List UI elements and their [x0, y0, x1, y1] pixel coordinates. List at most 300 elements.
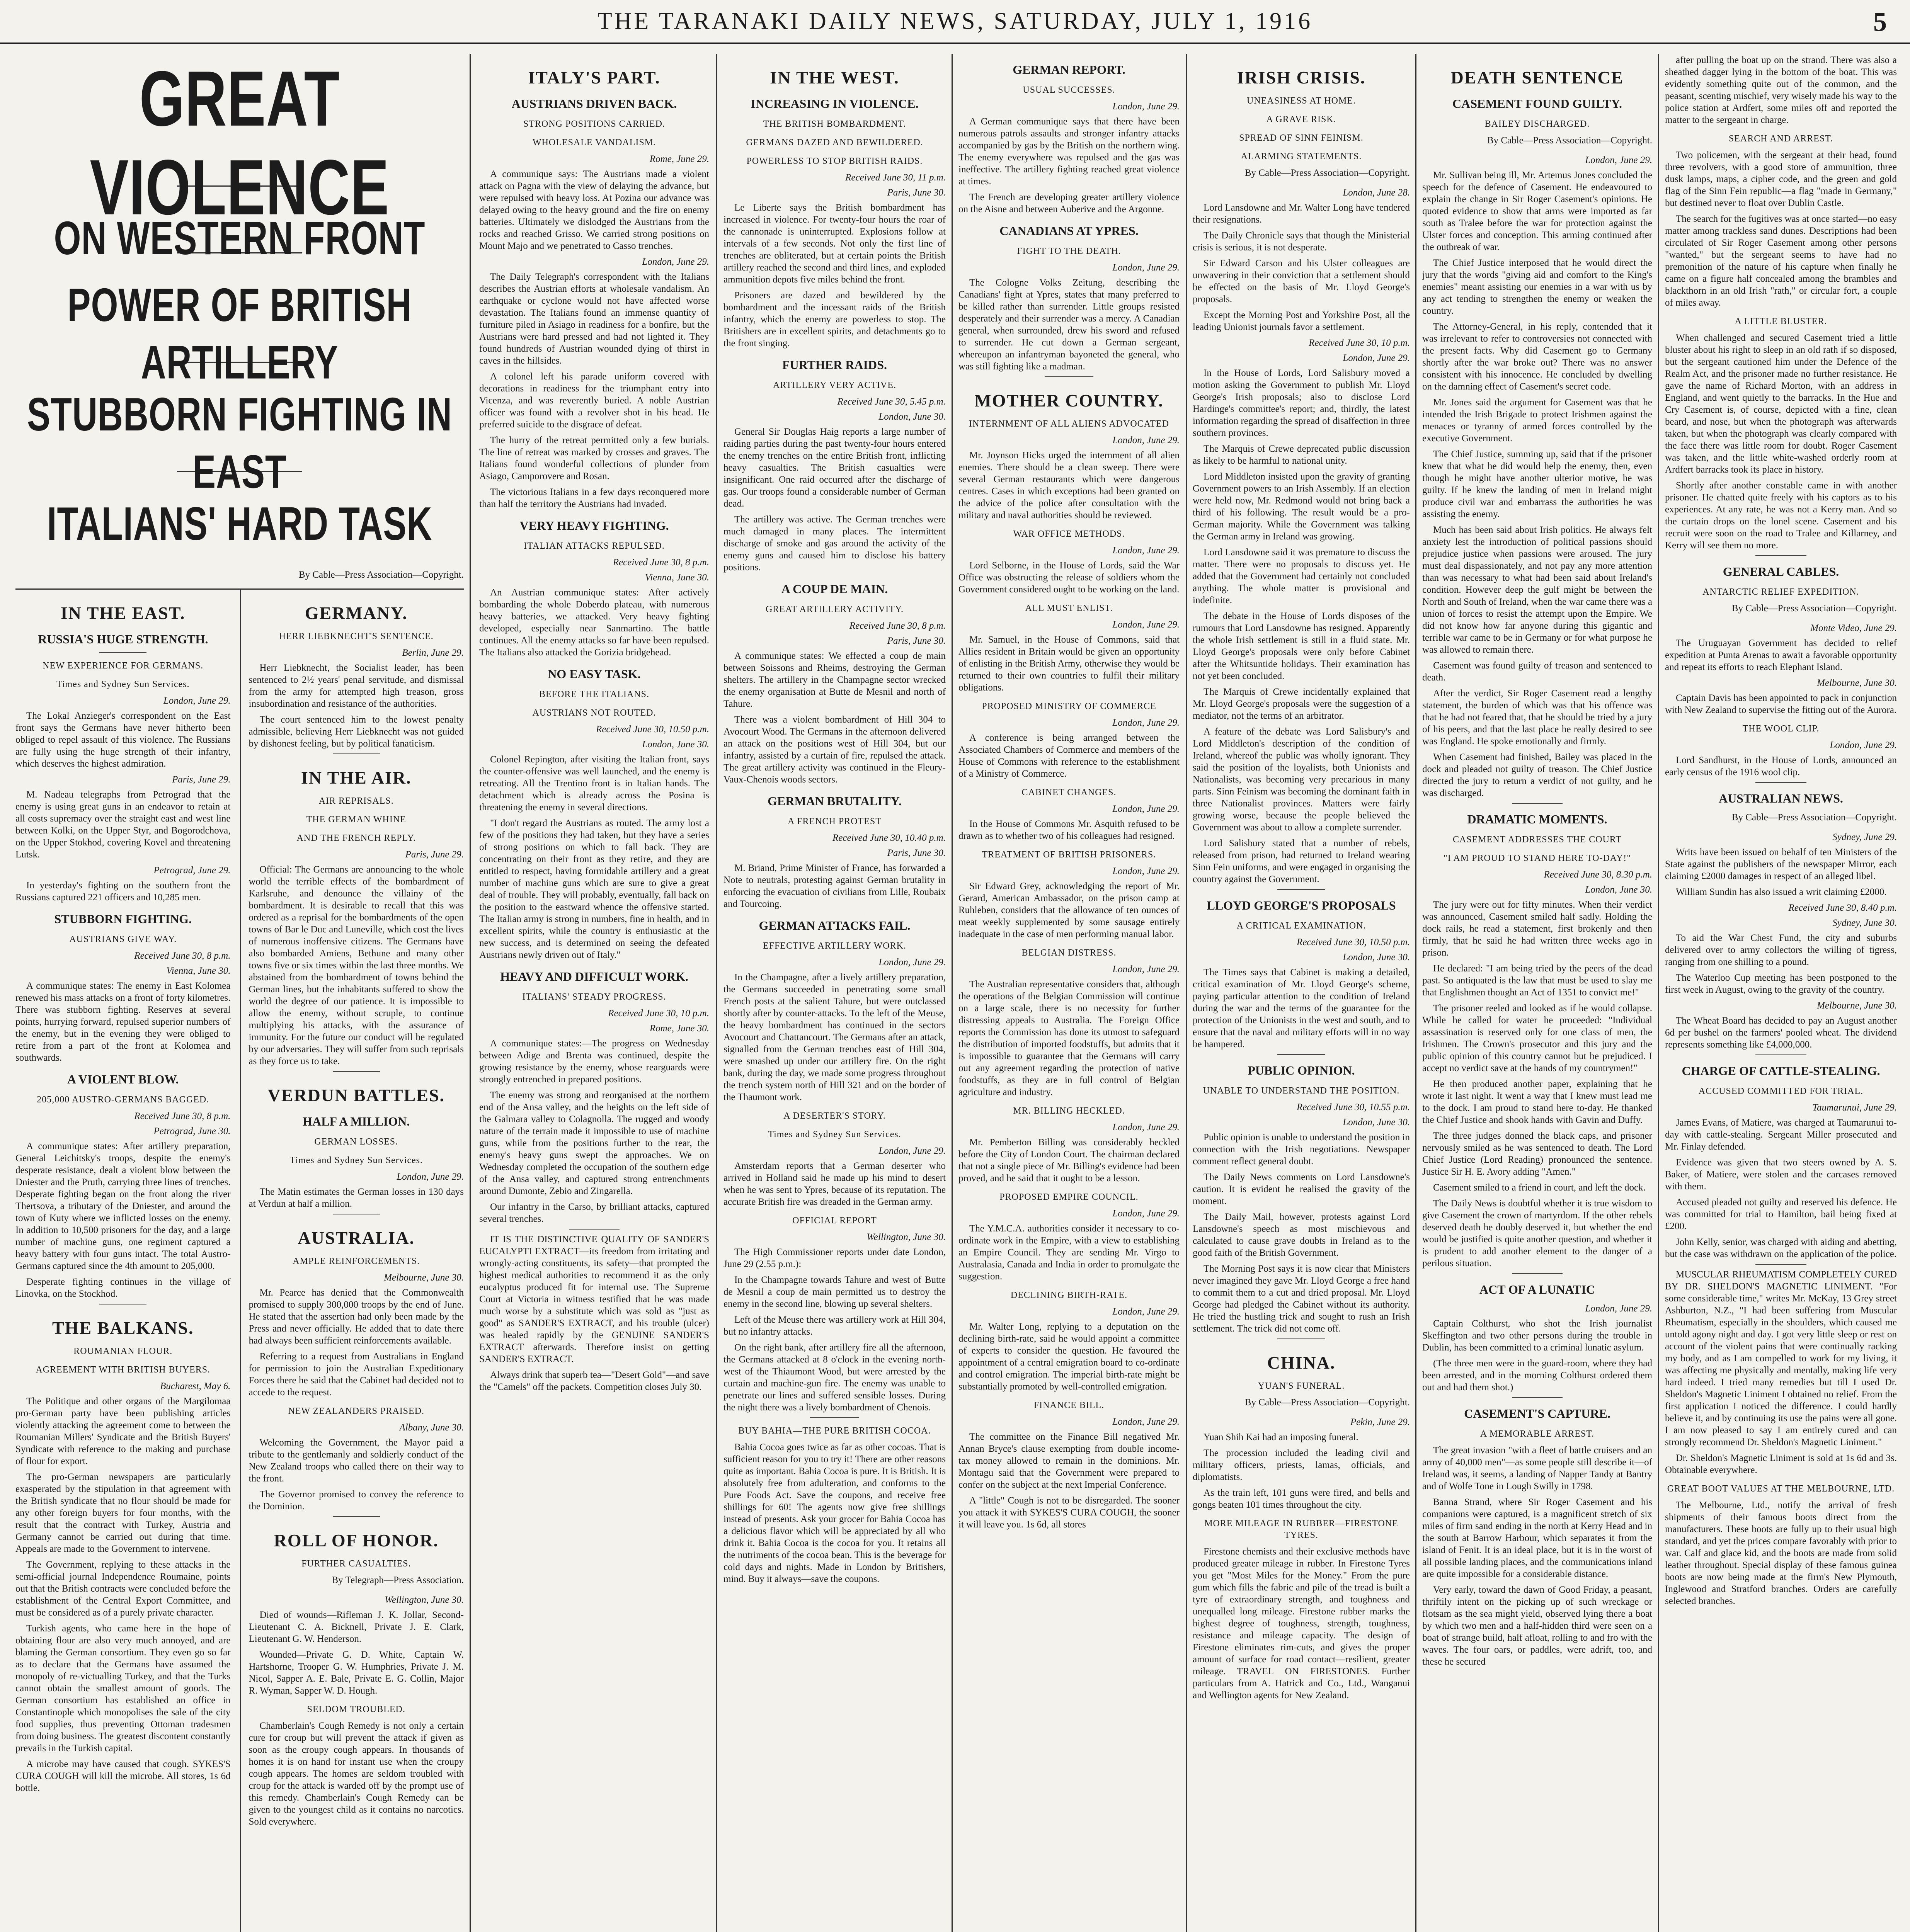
paragraph: Lord Middleton insisted upon the gravity of granting Government powers to an Irish Assembly. If an election were held now, Mr. Redmond would not bring back a third of his following. The result would be a pro-German majority. While the Government was talking the German army in Ireland was growing.: [1193, 471, 1410, 542]
paragraph: Colonel Repington, after visiting the Italian front, says the counter-offensive was well launched, and the enemy is retreating. All the Trentino front is in Italian hands. The detachment which is already across the Posina is threatening the enemy in several directions.: [479, 754, 709, 813]
paragraph: A communique states: After artillery preparation, General Leichitsky's troops, despite the enemy's desperate resistance, dealt a violent blow between the Dniester and the Pruth, carrying three lines of trenches. Desperate fighting began on the front along the river Thertsova, a tributary of the Dniester, and around the town of Kuty where we inflicted losses on the enemy. In addition to 10,500 prisoners for the day, and a large number of machine guns, one regiment captured a heavy battery with four guns intact. The total Austro-Germans captured since the 4th amount to 205,000.: [15, 1141, 231, 1271]
headline-great-violence: GREAT VIOLENCE: [90, 54, 390, 231]
subheading: A DESERTER'S STORY.: [783, 1111, 886, 1121]
paragraph: Except the Morning Post and Yorkshire Post, all the leading Unionist journals favor a settlement.: [1193, 310, 1410, 332]
paragraph: The French are developing greater artillery violence on the Aisne and between Auberive and the Argonne.: [958, 192, 1180, 214]
paragraph: Amsterdam reports that a German deserter who arrived in Holland said he made up his mind to desert when he was sent to Ypres, because of its reputation. The accurate British fire was dreaded in the German army.: [723, 1161, 946, 1207]
paragraph: The Lokal Anzieger's correspondent on the East front says the Germans have never hitherto been obliged to repel assault of this violence. The Russians are fully using the huge strength of their infantry, which deserves the highest admiration.: [15, 711, 231, 769]
paragraph: The Daily Telegraph's correspondent with the Italians describes the Austrian efforts at wholesale vandalism. An earthquake or cyclone would not have affected worse devastation. The Italians found an immense quantity of furniture piled in Asiago in readiness for a bonfire, but the Austrians were hard pressed and had not lighted it. They found hundreds of Austrian wounded dying of thirst in caves in the hillsides.: [479, 272, 709, 366]
dateline: London, June 29.: [1343, 353, 1410, 363]
paragraph: The procession included the leading civil and military officers, priests, lamas, officials, and diplomatists.: [1193, 1448, 1410, 1482]
paragraph: Very early, toward the dawn of Good Friday, a peasant, thriftily intent on the picking up of such wreckage or flotsam as the sea might yield, observed lying there a boat by which two men and a half-hidden third were seen on a boat of strange build, half afloat, rolling to and fro with the waves. The four oars, or paddles, were adrift, too, and these he secured: [1422, 1585, 1652, 1667]
byline: By Cable—Press Association—Copyright.: [298, 570, 464, 580]
paragraph: Mr. Joynson Hicks urged the internment of all alien enemies. There should be a clean sweep. There were several German restaurants which were dangerous centres. Cases in which exceptions had been granted on the advice of the police after consultation with the military and naval authorities should be reviewed.: [958, 450, 1180, 520]
paragraph: The victorious Italians in a few days reconquered more than half the territory the Austrians had invaded.: [479, 487, 709, 509]
dateline: Rome, June 29.: [649, 154, 709, 164]
subheading: SELDOM TROUBLED.: [307, 1704, 405, 1714]
paragraph: The Chief Justice, summing up, said that if the prisoner knew that what he did would help the enemy, then, even though he might have another ulterior motive, he was guilty. If he knew the landing of men in Ireland might produce civil war and embarrass the authorities he was assisting the enemy.: [1422, 449, 1652, 519]
divider: [1512, 1397, 1563, 1398]
paragraph: The enemy was strong and reorganised at the northern end of the Ansa valley, and the heights on the left side of the Galmara valley to Colagnolla. The rugged and woody nature of the terrain made it impossible to use of machine guns, while from the positions further to the rear, the enemy's heavy guns swept the approaches. We on Wednesday completed the occupation of the southern edge of the Ansa valley, and captured strong entrenchments around Dumonte, Zebio and Zingarella.: [479, 1090, 709, 1196]
column-west: [723, 54, 946, 1932]
subheading: A CRITICAL EXAMINATION.: [1236, 921, 1366, 931]
paragraph: There was a violent bombardment of Hill 304 to Avocourt Wood. The Germans in the afternoon delivered an attack on the positions west of Hill 304, but our infantry, assisted by a curtain of fire, repulsed the attack. The great artillery activity was continued in the Fleury-Vaux-Chenois woods sectors.: [723, 714, 946, 785]
paragraph: The jury were out for fifty minutes. When their verdict was announced, Casement smiled half sadly. Holding the dock rails, he read a statement, first brokenly and then firmly, that he said he had written three weeks ago in prison.: [1422, 900, 1652, 958]
received-line: Received June 30, 8 p.m.: [134, 951, 231, 961]
paragraph: The great invasion "with a fleet of battle cruisers and an army of 40,000 men"—as some people still describe it—of Ireland was, it seems, a landing of Napper Tandy at Bantry and of Wolfe Tone in Lough Swilly in 1798.: [1422, 1445, 1652, 1492]
newspaper-title: THE TARANAKI DAILY NEWS, SATURDAY, JULY 1, 1916: [597, 8, 1313, 34]
divider: [1512, 1273, 1563, 1274]
paragraph: after pulling the boat up on the strand. There was also a sheathed dagger lying in the bottom of the boat. This was evidently something quite out of the common, and the peasant, scenting mischief, very wisely made his way to the police station at Ardfert, some miles off and reported the matter to the sergeant in charge.: [1665, 55, 1897, 125]
dateline: London, June 29.: [878, 957, 946, 968]
column-irish-crisis: [1193, 54, 1410, 1932]
dateline: Vienna, June 30.: [166, 966, 231, 976]
divider: [333, 1516, 380, 1517]
section-heading: IRISH CRISIS.: [1237, 68, 1366, 87]
dateline: London, June 29.: [878, 1146, 946, 1156]
dateline: London, June 29.: [1112, 804, 1180, 814]
paragraph: The Waterloo Cup meeting has been postponed to the first week in August, owing to the gravity of the country.: [1665, 973, 1897, 995]
subheading: "I AM PROUD TO STAND HERE TO-DAY!": [1443, 853, 1631, 863]
subheading: OFFICIAL REPORT: [792, 1216, 877, 1226]
section-heading: CANADIANS AT YPRES.: [999, 224, 1139, 238]
paragraph: The High Commissioner reports under date London, June 29 (2.55 p.m.):: [723, 1247, 946, 1269]
subheading: FURTHER CASUALTIES.: [301, 1559, 411, 1569]
byline: By Cable—Press Association—Copyright.: [1244, 168, 1410, 178]
subheading: FINANCE BILL.: [1033, 1400, 1105, 1410]
divider: [333, 753, 380, 754]
subheading: STRONG POSITIONS CARRIED.: [523, 119, 666, 129]
subheading: 205,000 AUSTRO-GERMANS BAGGED.: [37, 1095, 209, 1105]
section-heading: GENERAL CABLES.: [1723, 565, 1839, 578]
section-heading: DEATH SENTENCE: [1450, 68, 1624, 87]
section-heading: GERMANY.: [305, 603, 408, 623]
section-heading: ROLL OF HONOR.: [274, 1531, 439, 1550]
headline-italians-task: ITALIANS' HARD TASK: [47, 498, 432, 550]
dateline: Paris, June 30.: [887, 636, 946, 646]
paragraph: Banna Strand, where Sir Roger Casement and his companions were captured, is a magnificent stretch of six miles of firm sand ending in the north at Kerry Head and in the south at Barrow Harbour, which separates it from the island of Fenit. It is an ideal place, but it is in the worst of all possible landing places, and the communications inland are quite impossible for a considerable distance.: [1422, 1497, 1652, 1579]
byline: By Cable—Press Association—Copyright.: [1487, 135, 1652, 146]
dateline: Taumarunui, June 29.: [1812, 1102, 1897, 1113]
advertisement: Firestone chemists and their exclusive methods have produced greater mileage in rubber. In Firestone Tyres you get "Most Miles for the Money." From the pure gum which fills the fabric and pile of the tread is built a tyre of extraordinary strength, and toughness and unequalled long mileage. Firestone rubber marks the highest degree of toughness, strength, toughness, resistance and mileage capacity. The design of Firestone eliminates rim-cuts, and gives the proper amount of surface for road contact—resilient, greater mileage. TRAVEL ON FIRESTONES. Further particulars from A. Hatrick and Co., Ltd., Wanganui and Wellington agents for New Zealand.: [1193, 1546, 1410, 1701]
dateline: Bucharest, May 6.: [160, 1381, 231, 1391]
subheading: EFFECTIVE ARTILLERY WORK.: [763, 941, 906, 951]
subheading: ALARMING STATEMENTS.: [1241, 151, 1362, 162]
paragraph: In the Champagne, after a lively artillery preparation, the Germans succeeded in penetrating some small French posts at the salient Tahure, but were outclassed shortly after by counter-attacks. To the left of the Meuse, the heavy bombardment has continued in the sectors Avocourt and Chattancourt. The Germans after an attack, signalled from the German trenches east of Hill 304, were smashed up under our artillery fire. On the right bank, during the day, we made some progress throughout the trench system north of Hill 321 and on the border of the Thaumont work.: [723, 972, 946, 1102]
section-heading: CASEMENT'S CAPTURE.: [1464, 1406, 1610, 1420]
paragraph: The Wheat Board has decided to pay an August another 6d per bushel on the farmers' pooled wheat. The dividend represents something like £4,000,000.: [1665, 1015, 1897, 1050]
dateline: Paris, June 30.: [887, 848, 946, 858]
section-heading: IN THE EAST.: [60, 603, 186, 623]
paragraph: The Daily News comments on Lord Lansdowne's caution. It is evident he realised the gravity of the moment.: [1193, 1172, 1410, 1206]
paragraph: A communique states: We effected a coup de main between Soissons and Rheims, destroying the German shelters. The artillery in the Champagne sector wrecked the enemy organisation at Butte de Mesnil and north of Tahure.: [723, 651, 946, 709]
paragraph: The committee on the Finance Bill negatived Mr. Annan Bryce's clause exempting from double income-tax money allowed to remain in the dominions. Mr. Montagu said that the Government were prepared to confer on the subject at the next Imperial Conference.: [958, 1432, 1180, 1490]
paragraph: Mr. Pearce has denied that the Commonwealth promised to supply 300,000 troops by the end of June. He stated that the assertion had only been made by the Press and never officially. He added that to date there had always been sufficient reinforcements available.: [249, 1287, 464, 1346]
germany-column: [240, 590, 464, 1932]
subheading: SPREAD OF SINN FEINISM.: [1239, 133, 1364, 143]
subheading: ALL MUST ENLIST.: [1025, 603, 1113, 613]
subheading: CABINET CHANGES.: [1021, 787, 1117, 798]
subheading: ROUMANIAN FLOUR.: [73, 1346, 173, 1356]
paragraph: Died of wounds—Rifleman J. K. Jollar, Second-Lieutenant C. A. Bicknell, Private J. E. Clark, Lieutenant G. W. Henderson.: [249, 1610, 464, 1644]
dateline: London, June 29.: [1112, 619, 1180, 630]
dateline: London, June 29.: [1112, 545, 1180, 556]
advertisement-title: BUY BAHIA—THE PURE BRITISH COCOA.: [738, 1426, 931, 1436]
dateline: London, June 28.: [1343, 187, 1410, 198]
column-italy: [479, 54, 709, 1932]
advertisement: The Melbourne, Ltd., notify the arrival of fresh shipments of their famous boots direct from the manufacturers. These boots are fully up to their usual high standard, and yet the prices compare favorably with prior to war. Calf and glace kid, and the boots are made from solid leather throughout. Special display of these famous guinea boots are now being made at the firm's New Plymouth, Inglewood and Stratford branches. Orders are carefully selected branches.: [1665, 1500, 1897, 1606]
dateline: Petrograd, June 30.: [153, 1126, 231, 1136]
paragraph: An Austrian communique states: After actively bombarding the whole Doberdo plateau, with numerous heavy batteries, we attacked. Very heavy fighting developed, especially near Sanmartino. The battle continues. All the enemy attacks so far have been repulsed. The Italians also attacked the Gorizia bridgehead.: [479, 587, 709, 658]
dateline: London, June 29.: [1112, 101, 1180, 112]
divider: [333, 1071, 380, 1072]
paragraph: The Morning Post says it is now clear that Ministers never imagined they gave Mr. Lloyd George a free hand to commit them to a cut and dried proposal. Mr. Lloyd George had pledged the Cabinet without its authority. He tried the hustling trick and sought to rush an Irish settlement. The trick did not come off.: [1193, 1264, 1410, 1334]
paragraph: The Marquis of Crewe incidentally explained that Mr. Lloyd George's proposals were the suggestion of a mediator, not the terms of an arbitrator.: [1193, 687, 1410, 721]
dateline: London, June 29.: [163, 696, 231, 706]
paragraph: The search for the fugitives was at once started—no easy matter among trackless sand dunes. Descriptions had been circulated of Sir Roger Casement among other persons "wanted," but the sergeant seems to have had no premonition of the nature of his capture when finally he came on a figure half concealed among the brambles and blackthorn in an old Irish "rath," or circular fort, a couple of miles away.: [1665, 214, 1897, 308]
advertisement: Always drink that superb tea—"Desert Gold"—and save the "Camels" off the packets. Competition closes July 30.: [479, 1370, 709, 1392]
received-line: Received June 30, 8.30 p.m.: [1544, 869, 1652, 880]
subheading: NEW ZEALANDERS PRAISED.: [288, 1406, 425, 1416]
paragraph: When Casement had finished, Bailey was placed in the dock and pleaded not guilty of treason. The Chief Justice directed the jury to return a verdict of not guilty, and he was discharged.: [1422, 752, 1652, 798]
subheading: GERMAN ATTACKS FAIL.: [759, 918, 911, 932]
headline-stubborn-fighting: STUBBORN FIGHTING IN EAST: [27, 388, 452, 498]
column-general-cables: [1665, 54, 1897, 1932]
subheading: GERMANS DAZED AND BEWILDERED.: [746, 138, 923, 148]
section-heading: AUSTRALIA.: [298, 1228, 415, 1248]
dateline: London, June 29.: [1112, 964, 1180, 975]
paragraph: On the right bank, after artillery fire all the afternoon, the Germans attacked at 8 o'clock in the evening north-west of the Thiaumont Wood, but were arrested by the curtain and machine-gun fire. The enemy was unable to penetrate our lines and suffered sensible losses. During the night there was a lively bombardment of Chenois.: [723, 1342, 946, 1413]
section-heading: DRAMATIC MOMENTS.: [1467, 812, 1607, 826]
dateline: Sydney, June 30.: [1832, 918, 1897, 928]
advertisement-title: MORE MILEAGE IN RUBBER—FIRESTONE TYRES.: [1204, 1519, 1398, 1540]
paragraph: The Australian representative considers that, although the operations of the Belgian Commission will continue on a large scale, there is no necessity for further distressing appeals to Australia. The Foreign Office reports the Commission has done its utmost to safeguard the distribution of imported foodstuffs, but admits that it is impossible to guarantee that the Germans will carry out any agreement regarding the protection of native foodstuffs, as they are in full control of Belgian agriculture and industry.: [958, 979, 1180, 1097]
divider: [99, 652, 146, 653]
divider: [810, 1417, 859, 1418]
paragraph: The Daily Mail, however, protests against Lord Lansdowne's speech as most mischievous and calculated to cause grave doubts in Ireland as to the good faith of the British Government.: [1193, 1212, 1410, 1258]
paragraph: Lord Selborne, in the House of Lords, said the War Office was obstructing the release of soldiers whom the Government considered ought to be working on the land.: [958, 560, 1180, 595]
subheading: AUSTRIANS NOT ROUTED.: [532, 708, 656, 718]
paragraph: Lord Lansdowne said it was premature to discuss the matter. There were no proposals to discuss yet. He added that the Government had certainly not concluded anything. The whole matter is provisional and indefinite.: [1193, 547, 1410, 605]
subheading: CASEMENT ADDRESSES THE COURT: [1452, 835, 1622, 845]
paragraph: General Sir Douglas Haig reports a large number of raiding parties during the past twenty-four hours entered the enemy trenches on the entire British front, inflicting heavy casualties. The British casualties were insignificant. One raid occurred after the discharge of gas. Our troops found a considerable number of German dead.: [723, 427, 946, 509]
paragraph: The Times says that Cabinet is making a detailed, critical examination of Mr. Lloyd George's scheme, paying particular attention to the condition of Ireland during the war and the terms of the guarantee for the protection of the Unionists in the west and south, and to ensure that the naval and military efforts will in no way be hampered.: [1193, 967, 1410, 1049]
paragraph: William Sundin has also issued a writ claiming £2000.: [1676, 887, 1887, 897]
dateline: London, June 30.: [878, 412, 946, 422]
dateline: London, June 29.: [1830, 740, 1897, 750]
subheading: GERMAN LOSSES.: [314, 1137, 398, 1147]
subheading: AGREEMENT WITH BRITISH BUYERS.: [36, 1365, 211, 1375]
dateline: London, June 29.: [642, 257, 709, 267]
dateline: Berlin, June 29.: [402, 648, 464, 658]
subheading: UNEASINESS AT HOME.: [1247, 96, 1356, 106]
dateline: London, June 30.: [1343, 1117, 1410, 1128]
subheading: STUBBORN FIGHTING.: [54, 912, 192, 926]
column-lead: [15, 54, 464, 1932]
dateline: Wellington, June 30.: [866, 1232, 946, 1242]
received-line: Received June 30, 8 p.m.: [613, 557, 709, 568]
paragraph: The Politique and other organs of the Margilomaa pro-German party have been publishing articles violently attacking the agreement come to between the Roumanian Millers' Syndicate and the British Buyers' Syndicate with reference to the making and purchase of flour for export.: [15, 1396, 231, 1466]
paragraph: The prisoner reeled and looked as if he would collapse. While he called for water he proceeded: "Individual assassination is reserved only for one class of men, the Irishmen. The Crown's prosecutor and this jury and the public opinion of this country cannot but be prejudiced. I accept no verdict save at the hands of my countrymen!": [1422, 1003, 1652, 1073]
subheading: PROPOSED MINISTRY OF COMMERCE: [982, 701, 1156, 711]
paragraph: Mr. Samuel, in the House of Commons, said that Allies resident in Britain would be given an opportunity of enlisting in the British Army, otherwise they would be returned to their own countries to fulfil their military obligations.: [958, 634, 1180, 693]
byline: By Cable—Press Association—Copyright.: [1244, 1397, 1410, 1408]
paragraph: Left of the Meuse there was artillery work at Hill 304, but no infantry attacks.: [723, 1315, 946, 1337]
dateline: Monte Video, June 29.: [1810, 623, 1897, 633]
paragraph: Mr. Sullivan being ill, Mr. Artemus Jones concluded the speech for the defence of Casement. He endeavoured to explain the change in Sir Roger Casement's opinions. He quoted evidence to show that arms were imported as far south as Tralee before the war for protection against the Ulster forces and conception. This arming continued after the outbreak of war.: [1422, 170, 1652, 252]
subheading: WHOLESALE VANDALISM.: [532, 138, 656, 148]
column-death-sentence: [1422, 54, 1652, 1932]
subheading: INTERNMENT OF ALL ALIENS ADVOCATED: [969, 419, 1169, 429]
dateline: Melbourne, June 30.: [1817, 678, 1897, 688]
subheading: BELGIAN DISTRESS.: [1021, 948, 1117, 958]
dateline: Pekin, June 29.: [1350, 1417, 1410, 1427]
paragraph: Turkish agents, who came here in the hope of obtaining flour are also very much annoyed, and are blaming the German consortium. They even go so far as to declare that the Germans have assumed the monopoly of re-victualling Turkey, and that the Turks cannot obtain the smallest amount of goods. The German consortium has established an office in Constantinople which monopolises the sale of the city food supplies, thus preventing Ottoman tradesmen from doing business. The greatest discontent constantly prevails in the Turkish capital.: [15, 1623, 231, 1753]
section-heading: VERDUN BATTLES.: [267, 1085, 445, 1105]
paragraph: Herr Liebknecht, the Socialist leader, has been sentenced to 2½ years' penal servitude, and dismissal from the army for attempted high treason, gross insubordination and resistance of the authorities.: [249, 663, 464, 709]
paragraph: The Daily News is doubtful whether it is true wisdom to give Casement the crown of martyrdom. If the other rebels deserved death he doubly deserved it, but whether the end would be justified is quite another question, and whether it is prudent to add another element to the danger of a perilous situation.: [1422, 1198, 1652, 1269]
subheading: SEARCH AND ARREST.: [1728, 134, 1833, 144]
column-rule: [716, 54, 717, 1932]
paragraph: Lord Lansdowne and Mr. Walter Long have tendered their resignations.: [1193, 202, 1410, 225]
paragraph: Yuan Shih Kai had an imposing funeral.: [1204, 1432, 1358, 1442]
source-line: Times and Sydney Sun Services.: [768, 1129, 901, 1139]
dateline: London, June 29.: [1112, 718, 1180, 728]
advertisement-title: GREAT BOOT VALUES AT THE MELBOURNE, LTD.: [1667, 1484, 1895, 1494]
subheading: GREAT ARTILLERY ACTIVITY.: [765, 604, 904, 614]
dateline: London, June 29.: [1112, 1122, 1180, 1133]
paragraph: As the train left, 101 guns were fired, and bells and gongs beaten 101 times throughout the city.: [1193, 1488, 1410, 1510]
paragraph: The hurry of the retreat permitted only a few burials. The line of retreat was marked by crosses and graves. The Italians found wonderful collections of plunder from Asiago, Camporovere and Rosan.: [479, 435, 709, 481]
paragraph: In yesterday's fighting on the southern front the Russians captured 221 officers and 10,285 men.: [15, 880, 231, 903]
subheading: AIR REPRISALS.: [318, 796, 394, 806]
subheading: USUAL SUCCESSES.: [1023, 85, 1115, 95]
paragraph: The Matin estimates the German losses in 130 days at Verdun at half a million.: [249, 1187, 464, 1209]
subheading: ITALIAN ATTACKS REPULSED.: [524, 541, 665, 551]
subheading: BEFORE THE ITALIANS.: [539, 689, 649, 699]
subheading: A VIOLENT BLOW.: [67, 1072, 179, 1086]
advertisement: Bahia Cocoa goes twice as far as other cocoas. That is sufficient reason for you to try it! There are other reasons quite as important. Bahia Cocoa is pure. It is British. It is absolutely free from adulteration, and conforms to the Pure Foods Act. Save the coupons, and receive free shillings for 60! The agents now give free shillings instead of presents. Ask your grocer for Bahia Cocoa has a delicious flavor which will be appreciated by all who drink it. Bahia Cocoa is the cocoa for you. It retains all the nutriments of the cocoa bean. This is the beverage for cold days and nights. Made in London by Britishers, mind. Buy it always—save the coupons.: [723, 1442, 946, 1584]
subheading: ACCUSED COMMITTED FOR TRIAL.: [1698, 1086, 1864, 1096]
divider: [1277, 1054, 1325, 1055]
paragraph: In the Champagne towards Tahure and west of Butte de Mesnil a coup de main permitted us to destroy the enemy in the second line, blowing up several shelters.: [723, 1275, 946, 1309]
section-heading: MOTHER COUNTRY.: [974, 391, 1164, 410]
paragraph: "I don't regard the Austrians as routed. The army lost a few of the positions they had taken, but they have a series of strong positions on which to fall back. They are concentrating on their front as they retire, and they are entitled to respect, having formidable artillery and a great number of machine guns which are sure to give a great deal of trouble. They will probably, eventually, fall back on the position to the eastward whence the offensive started. The Italian army is strong in numbers, fine in health, and in excellent spirits, while the country is enthusiastic at the new success, and is determined on seeing the defeated Austrians newly driven out of Italy.": [479, 818, 709, 960]
paragraph: The Government, replying to these attacks in the semi-official journal Independence Roumaine, points out that the British contracts were concluded before the establishment of the Central Export Committee, and must be considered as of a purely private character.: [15, 1560, 231, 1618]
paragraph: A feature of the debate was Lord Salisbury's and Lord Middleton's description of the condition of Ireland, whereof the public was wholly ignorant. They said the position of the loyalists, both Unionists and Nationalists, was becoming very precarious in many parts. Sinn Feinism was becoming the dominant faith in three Nationalist provinces. Matters were fairly growing worse, because the people believed the Government was about to allow a complete surrender.: [1193, 726, 1410, 833]
dateline: London, June 29.: [1585, 1303, 1652, 1314]
dateline: Melbourne, June 30.: [1817, 1000, 1897, 1011]
dateline: London, June 29.: [1112, 866, 1180, 876]
paragraph: The Attorney-General, in his reply, contended that it was irrelevant to refer to controversies not connected with the present facts. Why did Casement go to Germany shortly after the war broke out? There was no answer consistent with his innocence. He concluded by dwelling on the damning effect of Casement's secret code.: [1422, 321, 1652, 392]
source-line: Times and Sydney Sun Services.: [289, 1155, 423, 1165]
paragraph: In the House of Commons Mr. Asquith refused to be drawn as to whether two of his colleagues had resigned.: [958, 819, 1180, 841]
section-heading: GERMAN REPORT.: [1013, 63, 1125, 77]
headline-british-artillery: POWER OF BRITISH ARTILLERY: [67, 279, 412, 389]
subheading: UNABLE TO UNDERSTAND THE POSITION.: [1203, 1086, 1400, 1096]
subheading: INCREASING IN VIOLENCE.: [751, 97, 919, 111]
paragraph: To aid the War Chest Fund, the city and suburbs delivered over to army collectors the willing of tigress, ranging from one shilling to a pound.: [1665, 933, 1897, 967]
dateline: London, June 29.: [1112, 1417, 1180, 1427]
paragraph: The Daily Chronicle says that though the Ministerial crisis is serious, it is not desperate.: [1193, 230, 1410, 253]
subheading: BAILEY DISCHARGED.: [1484, 119, 1590, 129]
paragraph: Le Liberte says the British bombardment has increased in violence. For twenty-four hours the roar of the cannonade is uninterrupted. Explosions follow at intervals of a few seconds. Not only the first line of trenches are obliterated, but at certain points the British artillery reached the second and third lines, and exploded ammunition depots five miles behind the front.: [723, 202, 946, 285]
received-line: Received June 30, 10.50 p.m.: [596, 724, 709, 735]
subheading: POWERLESS TO STOP BRITISH RAIDS.: [746, 156, 923, 166]
received-line: Received June 30, 11 p.m.: [845, 172, 946, 183]
paragraph: He declared: "I am being tried by the peers of the dead past. So antiquated is the law that must be used to slay me that Englishmen thought an Act of 1351 to convict me!": [1422, 963, 1652, 998]
subheading: NEW EXPERIENCE FOR GERMANS.: [43, 661, 204, 671]
paragraph: After the verdict, Sir Roger Casement read a lengthy statement, the burden of which was that his offence was that he had not feared that, that he should be tried by a jury of his peers, and that the last place he really desired to see was England. He spoke emotionally and firmly.: [1422, 688, 1652, 747]
paragraph: Welcoming the Government, the Mayor paid a tribute to the gentlemanly and soldierly conduct of the New Zealand troops who called there on their way to the front.: [249, 1437, 464, 1484]
subheading: A LITTLE BLUSTER.: [1735, 316, 1827, 327]
subheading: MR. BILLING HECKLED.: [1013, 1106, 1125, 1116]
column-mother-country: [958, 54, 1180, 1932]
subheading: A FRENCH PROTEST: [788, 816, 882, 827]
section-heading: PUBLIC OPINION.: [1248, 1063, 1355, 1077]
subheading: A GRAVE RISK.: [1266, 114, 1336, 124]
masthead: [0, 0, 1910, 44]
paragraph: Mr. Jones said the argument for Casement was that he intended the Irish Brigade to protect Irishmen against the menaces or tyranny of armed forces controlled by the executive Government.: [1422, 397, 1652, 444]
dateline: London, June 29.: [397, 1172, 464, 1182]
subheading: ITALIANS' STEADY PROGRESS.: [522, 992, 666, 1002]
subheading: A MEMORABLE ARREST.: [1480, 1429, 1595, 1439]
paragraph: Shortly after another constable came in with another prisoner. He chatted quite freely with his captors as to his experiences. At any rate, he was not a Kerry man. And so the curtain drops on the lonel scene. Casement and his recruit were soon on the road to Tralee and Killarney, and Kerry will see them no more.: [1665, 480, 1897, 551]
subheading: ANTARCTIC RELIEF EXPEDITION.: [1702, 587, 1859, 597]
received-line: Received June 30, 10.55 p.m.: [1297, 1102, 1410, 1112]
paragraph: The Governor promised to convey the reference to the Dominion.: [249, 1489, 464, 1512]
section-heading: CHARGE OF CATTLE-STEALING.: [1682, 1064, 1880, 1078]
section-heading: IN THE WEST.: [770, 68, 899, 87]
paragraph: M. Briand, Prime Minister of France, has forwarded a Note to neutrals, protesting against German brutality in enforcing the evacuation of civilians from Lille, Roubaix and Tourcoing.: [723, 863, 946, 909]
received-line: Received June 30, 8.40 p.m.: [1788, 903, 1897, 913]
advertisement: Chamberlain's Cough Remedy is not only a certain cure for croup but will prevent the attack if given as soon as the croupy cough appears. In thousands of homes it is on hand for instant use when the croupy cough appears. The homes are seldom troubled with croup for the attack is warded off by the prompt use of this remedy. Chamberlain's Cough Remedy can be given to the youngest child as it contains no narcotics. Sold everywhere.: [249, 1721, 464, 1827]
paragraph: Casement smiled to a friend in court, and left the dock.: [1433, 1182, 1646, 1193]
paragraph: Casement was found guilty of treason and sentenced to death.: [1422, 660, 1652, 683]
paragraph: Mr. Pemberton Billing was considerably heckled before the City of London Court. The chairman declared that not a single piece of Mr. Billing's evidence had been proved, and he said that it ought to be a lesson.: [958, 1137, 1180, 1184]
paragraph: Sir Edward Grey, acknowledging the report of Mr. Gerard, American Ambassador, on the prison camp at Ruhleben, considers that the allowance of ten ounces of meat weekly supplemented by some sausage entirely inadequate in the case of men performing manual labor.: [958, 881, 1180, 939]
subheading: WAR OFFICE METHODS.: [1013, 529, 1125, 539]
subheading: AMPLE REINFORCEMENTS.: [293, 1256, 420, 1266]
subheading: GERMAN BRUTALITY.: [768, 794, 902, 808]
paragraph: A communique states:—The progress on Wednesday between Adige and Brenta was continued, despite the growing resistance by the enemy, whose rearguards were strongly entrenched in prepared positions.: [479, 1038, 709, 1085]
paragraph: The Y.M.C.A. authorities consider it necessary to co-ordinate work in the Empire, with a view to establishing an Empire Council. They are sending Mr. Virgo to Australasia, Canada and India in order to promulgate the suggestion.: [958, 1223, 1180, 1282]
paragraph: Captain Davis has been appointed to pack in conjunction with New Zealand to supervise the fitting out of the Aurora.: [1665, 693, 1897, 715]
dateline: London, June 30.: [1343, 952, 1410, 963]
advertisement: A microbe may have caused that cough. SYKES'S CURA COUGH will kill the microbe. All stores, 1s 6d bottle.: [15, 1759, 231, 1793]
section-heading: IN THE AIR.: [301, 768, 412, 787]
dateline: Wellington, June 30.: [385, 1595, 464, 1605]
dateline: London, June 29.: [1112, 262, 1180, 273]
dateline: London, June 29.: [1112, 1208, 1180, 1219]
paragraph: The Cologne Volks Zeitung, describing the Canadians' fight at Ypres, states that many preferred to be killed rather than surrender. Little groups resisted desperately and their surrender was a mercy. A Canadian general, when surrounded, drew his sword and refused to surrender. He cut down a German sergeant, whereupon an infantryman bayoneted the general, who was still fighting like a madman.: [958, 277, 1180, 372]
divider: [1277, 1338, 1325, 1339]
dateline: London, June 29.: [1585, 155, 1652, 165]
source-line: Times and Sydney Sun Services.: [56, 679, 190, 689]
dateline: Paris, June 29.: [172, 774, 231, 785]
paragraph: A conference is being arranged between the Associated Chambers of Commerce and members of the House of Commons with reference to the establishment of a Ministry of Commerce.: [958, 733, 1180, 779]
dateline: Melbourne, June 30.: [384, 1272, 464, 1283]
column-rule: [470, 54, 471, 1932]
paragraph: Two policemen, with the sergeant at their head, found three revolvers, with a good store of ammunition, three dusk lamps, maps, a cipher code, and the green and gold flag of the Sinn Fein republic—a flag "made in Germany," but destined never to float over Dublin Castle.: [1665, 150, 1897, 208]
paragraph: M. Nadeau telegraphs from Petrograd that the enemy is using great guns in an endeavor to retain at all costs supremacy over the straight east and west line between Kolki, on the Upper Styr, and Bogorodchova, on the Upper Stokhod, covering Kovel and threatening Lutsk.: [15, 789, 231, 860]
subheading: PROPOSED EMPIRE COUNCIL.: [999, 1192, 1139, 1202]
subheading: THE BRITISH BOMBARDMENT.: [763, 119, 906, 129]
subheading: AUSTRIANS GIVE WAY.: [69, 934, 177, 944]
dateline: Rome, June 30.: [649, 1023, 709, 1034]
subheading: HALF A MILLION.: [303, 1114, 410, 1128]
section-heading: THE BALKANS.: [52, 1318, 194, 1338]
paragraph: James Evans, of Matiere, was charged at Taumarunui to-day with cattle-stealing. Sergeant Miller prosecuted and Mr. Finlay defended.: [1665, 1117, 1897, 1152]
received-line: Received June 30, 10 p.m.: [608, 1008, 709, 1019]
paragraph: The pro-German newspapers are particularly exasperated by the stipulation in that agreement with the British syndicate that no flour should be made for any other foreign buyers for four months, with the result that the contract with Turkey, Austria and Germany cannot be carried out during that time. Appeals are made to the Government to intervene.: [15, 1472, 231, 1554]
paragraph: The three judges donned the black caps, and prisoner nervously smiled as he was sentenced to death. The Lord Chief Justice (Lord Reading) pronounced the sentence. Justice Sir H. E. Avory adding "Amen.": [1422, 1131, 1652, 1177]
paragraph: When challenged and secured Casement tried a little bluster about his right to sleep in an old rath if so disposed, but the sergeant cautioned him under the Defence of the Realm Act, and the prisoner made no further resistance. He gave the name of Richard Morton, with an address in England, and went quietly to the barracks. In the Hue and Cry Casement is, of course, depicted with a fine, clean beard, and nose, but when the photograph was afterwards taken, but when the photograph was clearly compared with the face there was little room for doubt. Roger Casement was taken, and the little white-washed orderly room at Ardfert barracks took its place in history.: [1665, 333, 1897, 475]
divider: [1045, 376, 1093, 377]
paragraph: Evidence was given that two steers owned by A. S. Baker, of Matiere, were stolen and the carcases removed with them.: [1665, 1157, 1897, 1192]
received-line: Received June 30, 5.45 p.m.: [837, 396, 946, 407]
advertisement: Dr. Sheldon's Magnetic Liniment is sold at 1s 6d and 3s. Obtainable everywhere.: [1665, 1453, 1897, 1475]
divider: [1755, 782, 1806, 783]
east-column: [15, 590, 231, 1932]
subheading: AND THE FRENCH REPLY.: [296, 833, 416, 843]
paragraph: The court sentenced him to the lowest penalty admissible, believing Herr Liebknecht was not guided by dishonest feeling, but by political fanaticism.: [249, 714, 464, 749]
paragraph: Our infantry in the Carso, by brilliant attacks, captured several trenches.: [479, 1202, 709, 1224]
paragraph: A communique says: The Austrians made a violent attack on Pagna with the view of delaying the advance, but were repulsed with heavy loss. At Pozina our advance was delayed owing to the heavy ground and the fire on enemy batteries. Ultimately we dislodged the Austrians from the rocks and reached Grisso. We carried strong positions on Mount Majo and we penetrated to Casso trenches.: [479, 169, 709, 251]
paragraph: Lord Salisbury stated that a number of rebels, released from prison, had returned to Ireland wearing Sinn Fein uniforms, and were engaged in organising the country against the Government.: [1193, 838, 1410, 884]
dateline: Vienna, June 30.: [645, 572, 709, 583]
column-rule: [952, 54, 953, 1932]
advertisement: MUSCULAR RHEUMATISM COMPLETELY CURED BY DR. SHELDON'S MAGNETIC LINIMENT. "For some considerable time," writes Mr. McKay, 13 Grey street Ashburton, N.Z., "I had been suffering from Muscular Rheumatism, especially in the shoulders, which caused me untold agony night and day. I got very little sleep or rest on account of the violent pains that were continually racking my body, and as I am compelled to work for my living, it was affecting me physically and mentally, making life very hard indeed. I tried many remedies but till I used Dr. Sheldon's Magnetic Liniment I obtained no relief. From the first application I noticed the difference. I could hardly believe it, and by continuing its use the pains were all gone. I am now pleased to say I am entirely cured and can strongly recommend Dr. Sheldon's Magnetic Liniment.": [1665, 1269, 1897, 1447]
byline: By Telegraph—Press Association.: [332, 1575, 464, 1585]
paragraph: Sir Edward Carson and his Ulster colleagues are unwavering in their conviction that a settlement should be effected on the basis of Mr. Lloyd George's proposals.: [1193, 258, 1410, 304]
received-line: Received June 30, 8 p.m.: [134, 1111, 231, 1121]
subheading: NO EASY TASK.: [548, 667, 641, 681]
divider: [1755, 1264, 1806, 1265]
subheading: RUSSIA'S HUGE STRENGTH.: [38, 632, 208, 646]
subheading: YUAN'S FUNERAL.: [1258, 1381, 1345, 1391]
column-rule: [1186, 54, 1187, 1932]
divider: [1277, 889, 1325, 890]
paragraph: The debate in the House of Lords disposes of the rumours that Lord Lansdowne has resigned. Apparently the whole Irish settlement is still in a fluid state. Mr. Lloyd George's proposals were only before Cabinet after the Whitsuntide holidays. Their examination has not yet been concluded.: [1193, 611, 1410, 681]
dateline: London, June 29.: [1112, 435, 1180, 446]
paragraph: A communique states: The enemy in East Kolomea renewed his mass attacks on a front of forty kilometres. There was stubborn fighting. Reserves at several points, hurrying forward, repulsed superior numbers of the enemy, but in the evening they were obliged to retire from a part of the front at Kolomea and southwards.: [15, 981, 231, 1063]
dateline: Paris, June 30.: [887, 187, 946, 198]
paragraph: Wounded—Private G. D. White, Captain W. Hartshorne, Trooper G. W. Humphries, Private J. M. Nicol, Sapper A. E. Bale, Private E. G. Collin, Major R. Wyman, Sapper W. D. Hough.: [249, 1650, 464, 1696]
column-rule: [1658, 54, 1659, 1932]
divider: [1755, 1054, 1806, 1055]
paragraph: Writs have been issued on behalf of ten Ministers of the State against the publishers of the newspaper Mirror, each claiming £2000 damages in respect of an alleged libel.: [1665, 847, 1897, 881]
paragraph: (The three men were in the guard-room, where they had been arrested, and in the morning Colthurst ordered them out and had them shot.): [1422, 1358, 1652, 1393]
paragraph: John Kelly, senior, was charged with aiding and abetting, but the case was withdrawn on the application of the police.: [1665, 1237, 1897, 1259]
advertisement: IT IS THE DISTINCTIVE QUALITY OF SANDER'S EUCALYPTI EXTRACT—its freedom from irritating and wrongly-acting constituents, its safety—that prompted the highest medical authorities to recommend it as the only eucalyptus produced fit for internal use. The Supreme Court at Victoria in witness testified that he was made much worse by a substitute which was sold as "just as good" as SANDER'S EXTRACT, and his trouble (ulcer) was healed rapidly by the GENUINE SANDER'S EXTRACT afterwards. Therefore insist on getting SANDER'S EXTRACT.: [479, 1234, 709, 1364]
byline: By Cable—Press Association—Copyright.: [1731, 603, 1897, 614]
dateline: Albany, June 30.: [399, 1422, 464, 1433]
dateline: Sydney, June 29.: [1832, 832, 1897, 842]
received-line: Received June 30, 10.40 p.m.: [832, 833, 946, 843]
paragraph: The artillery was active. The German trenches were much damaged in many places. The intermittent discharge of smoke and gas around the activity of the enemy guns and caused him to disclose his battery positions.: [723, 514, 946, 573]
paragraph: Desperate fighting continues in the village of Linovka, on the Stockhod.: [15, 1277, 231, 1299]
dateline: London, June 29.: [1112, 1306, 1180, 1317]
subheading: HERR LIEBKNECHT'S SENTENCE.: [279, 631, 434, 641]
paragraph: In the House of Lords, Lord Salisbury moved a motion asking the Government to publish Mr. Lloyd George's Irish proposals; also to disclose Lord Hardinge's committee's report; and, thirdly, the latest information regarding the spread of disaffection in three southern provinces.: [1193, 368, 1410, 438]
paragraph: The Chief Justice interposed that he would direct the jury that the words "giving aid and comfort to the King's enemies" meant assisting our enemies in a war with us by any act tending to strengthen the enemy or weaken the country.: [1422, 258, 1652, 316]
byline: By Cable—Press Association—Copyright.: [1731, 812, 1897, 823]
paragraph: Much has been said about Irish politics. He always felt anxiety lest the introduction of political passions should prejudice justice when passions were aroused. The jury must deal dispassionately, and not pay any more attention than was necessary to what had been said about Ireland's condition. However deep the gulf might be between the North and South of Ireland, when the war came there was a union of forces to resist the attempt upon the Empire. We did not know how far anyone during this gigantic and terrible war came to be in Germany or for what purpose he was allowed to remain there.: [1422, 525, 1652, 655]
dateline: Petrograd, June 29.: [153, 865, 231, 876]
headline-western-front: ON WESTERN FRONT: [54, 212, 426, 265]
subheading: THE GERMAN WHINE: [306, 815, 406, 825]
section-heading: AUSTRALIAN NEWS.: [1719, 791, 1843, 805]
